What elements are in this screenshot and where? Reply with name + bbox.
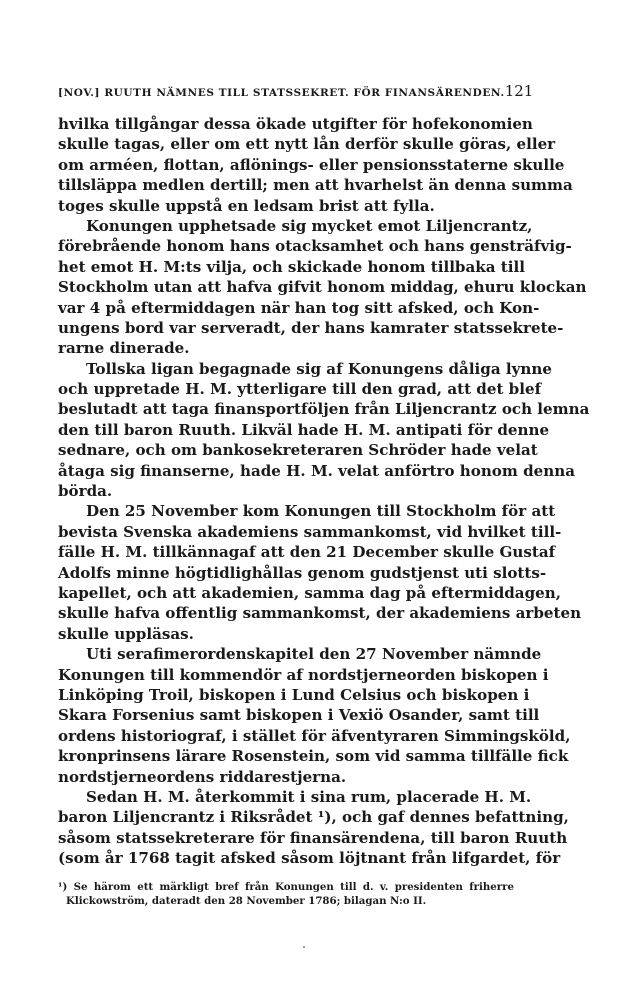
text-line: het emot H. M:ts vilja, och skickade honom tillbaka till — [58, 257, 525, 276]
footnotes — [58, 880, 514, 908]
text-line: kapellet, och att akademien, samma dag på eftermiddagen, — [58, 583, 561, 602]
text-line: Tollska ligan begagnade sig af Konungens dåliga lynne — [86, 359, 552, 378]
text-line: hvilka tillgångar dessa ökade utgifter för hofekonomien — [58, 115, 533, 133]
page-speck — [303, 946, 305, 948]
text-line: tillsläppa medlen dertill; men att hvarhelst än denna summa — [58, 176, 573, 195]
text-line: skulle uppläsas. — [58, 624, 194, 643]
text-line: toges skulle uppstå en ledsam brist att fylla. — [58, 196, 435, 215]
footnote-line: ¹) Se härom ett märkligt bref från Konungen till d. v. presidenten friherre — [58, 881, 514, 894]
text-line: Uti serafimerordenskapitel den 27 November nämnde — [86, 645, 542, 664]
text-line: bevista Svenska akademiens sammankomst, vid hvilket till- — [58, 522, 562, 541]
footnote-line: Klickowström, dateradt den 28 November 1786; bilagan N:o II. — [66, 895, 427, 908]
text-line: och uppretade H. M. ytterligare till den grad, att det blef — [58, 380, 542, 399]
text-line: fälle H. M. tillkännagaf att den 21 December skulle Gustaf — [58, 543, 556, 562]
main-text — [58, 114, 590, 868]
running-title: [NOV.] RUUTH NÄMNES TILL STATSSEKRET. FÖR FINANSÄRENDEN. — [58, 87, 505, 99]
book-page — [58, 82, 590, 908]
text-line: åtaga sig finanserne, hade H. M. velat anförtro honom denna — [58, 461, 575, 480]
text-line: (som år 1768 tagit afsked såsom löjtnant från lifgardet, för — [58, 849, 561, 868]
text-line: Konungen till kommendör af nordstjerneorden biskopen i — [58, 665, 549, 684]
text-line: ordens historiograf, i stället för äfventyraren Simmingsköld, — [58, 726, 571, 745]
text-line: kronprinsens lärare Rosenstein, som vid samma tillfälle fick — [58, 747, 569, 766]
text-line: den till baron Ruuth. Likväl hade H. M. antipati för denne — [58, 420, 550, 439]
text-line: om arméen, flottan, aflönings- eller pensionsstaterne skulle — [58, 155, 565, 174]
page-number: 121 — [504, 82, 534, 100]
text-line: Linköping Troil, biskopen i Lund Celsius och biskopen i — [58, 685, 530, 704]
text-line: skulle tagas, eller om ett nytt lån derför skulle göras, eller — [58, 135, 556, 154]
text-line: skulle hafva offentlig sammankomst, der akademiens arbeten — [58, 604, 582, 623]
text-line: Den 25 November kom Konungen till Stockholm för att — [86, 502, 556, 521]
text-line: förebrående honom hans otacksamhet och hans gensträfvig- — [58, 237, 572, 256]
text-line: baron Liljencrantz i Riksrådet ¹), och gaf dennes befattning, — [58, 808, 569, 827]
running-header — [58, 82, 534, 100]
text-line: beslutadt att taga finansportföljen från Liljencrantz och lemna — [58, 400, 590, 419]
text-line: rarne dinerade. — [58, 339, 190, 358]
text-line: börda. — [58, 482, 113, 501]
text-line: nordstjerneordens riddarestjerna. — [58, 767, 347, 786]
text-line: sednare, och om bankosekreteraren Schröder hade velat — [58, 441, 538, 460]
text-line: var 4 på eftermiddagen när han tog sitt afsked, och Kon- — [58, 298, 540, 317]
text-line: Sedan H. M. återkommit i sina rum, placerade H. M. — [86, 787, 532, 806]
text-line: Skara Forsenius samt biskopen i Vexiö Osander, samt till — [58, 706, 540, 725]
text-line: såsom statssekreterare för finansärendena, till baron Ruuth — [58, 828, 568, 847]
text-line: ungens bord var serveradt, der hans kamrater statssekrete- — [58, 318, 564, 337]
text-line: Stockholm utan att hafva gifvit honom middag, ehuru klockan — [58, 278, 587, 297]
text-line: Konungen upphetsade sig mycket emot Liljencrantz, — [86, 216, 533, 235]
text-line: Adolfs minne högtidlighållas genom gudstjenst uti slotts- — [58, 563, 547, 582]
